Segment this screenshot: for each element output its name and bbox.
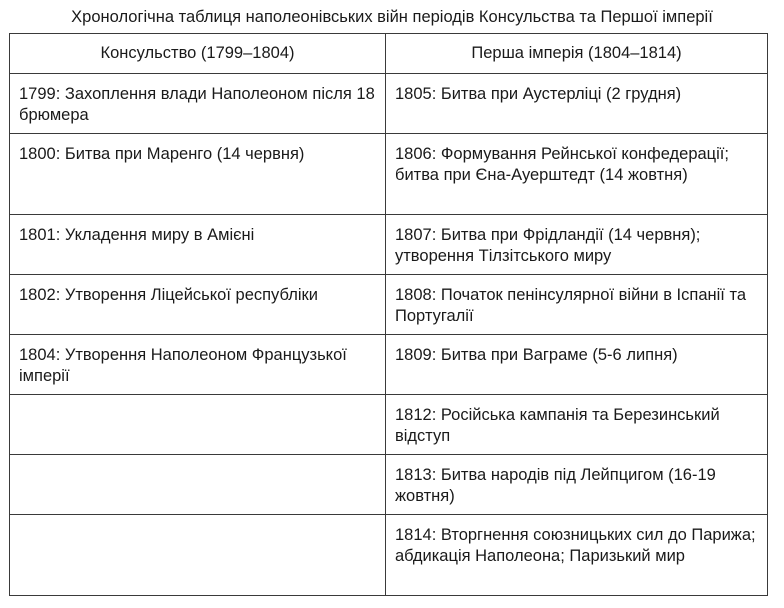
consulate-cell: 1801: Укладення миру в Амієні (10, 215, 386, 275)
consulate-cell-empty (10, 515, 386, 596)
table-caption: Хронологічна таблиця наполеонівських війн періодів Консульства та Першої імперії (71, 8, 713, 26)
empire-cell: 1812: Російська кампанія та Березинський відступ (386, 395, 768, 455)
empire-cell: 1809: Битва при Ваграме (5-6 липня) (386, 335, 768, 395)
empire-cell: 1808: Початок пенінсулярної війни в Іспанії та Португалії (386, 275, 768, 335)
header-first-empire: Перша імперія (1804–1814) (386, 34, 768, 74)
consulate-cell: 1799: Захоплення влади Наполеоном після 18 брюмера (10, 74, 386, 134)
chronology-table (9, 33, 768, 596)
empire-cell: 1805: Битва при Аустерліці (2 грудня) (386, 74, 768, 134)
table-row (10, 74, 768, 134)
empire-cell: 1806: Формування Рейнської конфедерації; битва при Єна-Ауерштедт (14 жовтня) (386, 134, 768, 215)
consulate-cell: 1800: Битва при Маренго (14 червня) (10, 134, 386, 215)
table-row (10, 455, 768, 515)
empire-cell: 1807: Битва при Фрідландії (14 червня); утворення Тілзітського миру (386, 215, 768, 275)
empire-cell: 1814: Вторгнення союзницьких сил до Парижа; абдикація Наполеона; Паризький мир (386, 515, 768, 596)
header-row (10, 34, 768, 74)
table-row (10, 515, 768, 596)
table-row (10, 134, 768, 215)
consulate-cell-empty (10, 455, 386, 515)
table-row (10, 275, 768, 335)
consulate-cell: 1804: Утворення Наполеоном Французької імперії (10, 335, 386, 395)
table-row (10, 215, 768, 275)
consulate-cell: 1802: Утворення Ліцейської республіки (10, 275, 386, 335)
header-consulate: Консульство (1799–1804) (10, 34, 386, 74)
table-row (10, 395, 768, 455)
table-row (10, 335, 768, 395)
empire-cell: 1813: Битва народів під Лейпцигом (16-19 жовтня) (386, 455, 768, 515)
consulate-cell-empty (10, 395, 386, 455)
